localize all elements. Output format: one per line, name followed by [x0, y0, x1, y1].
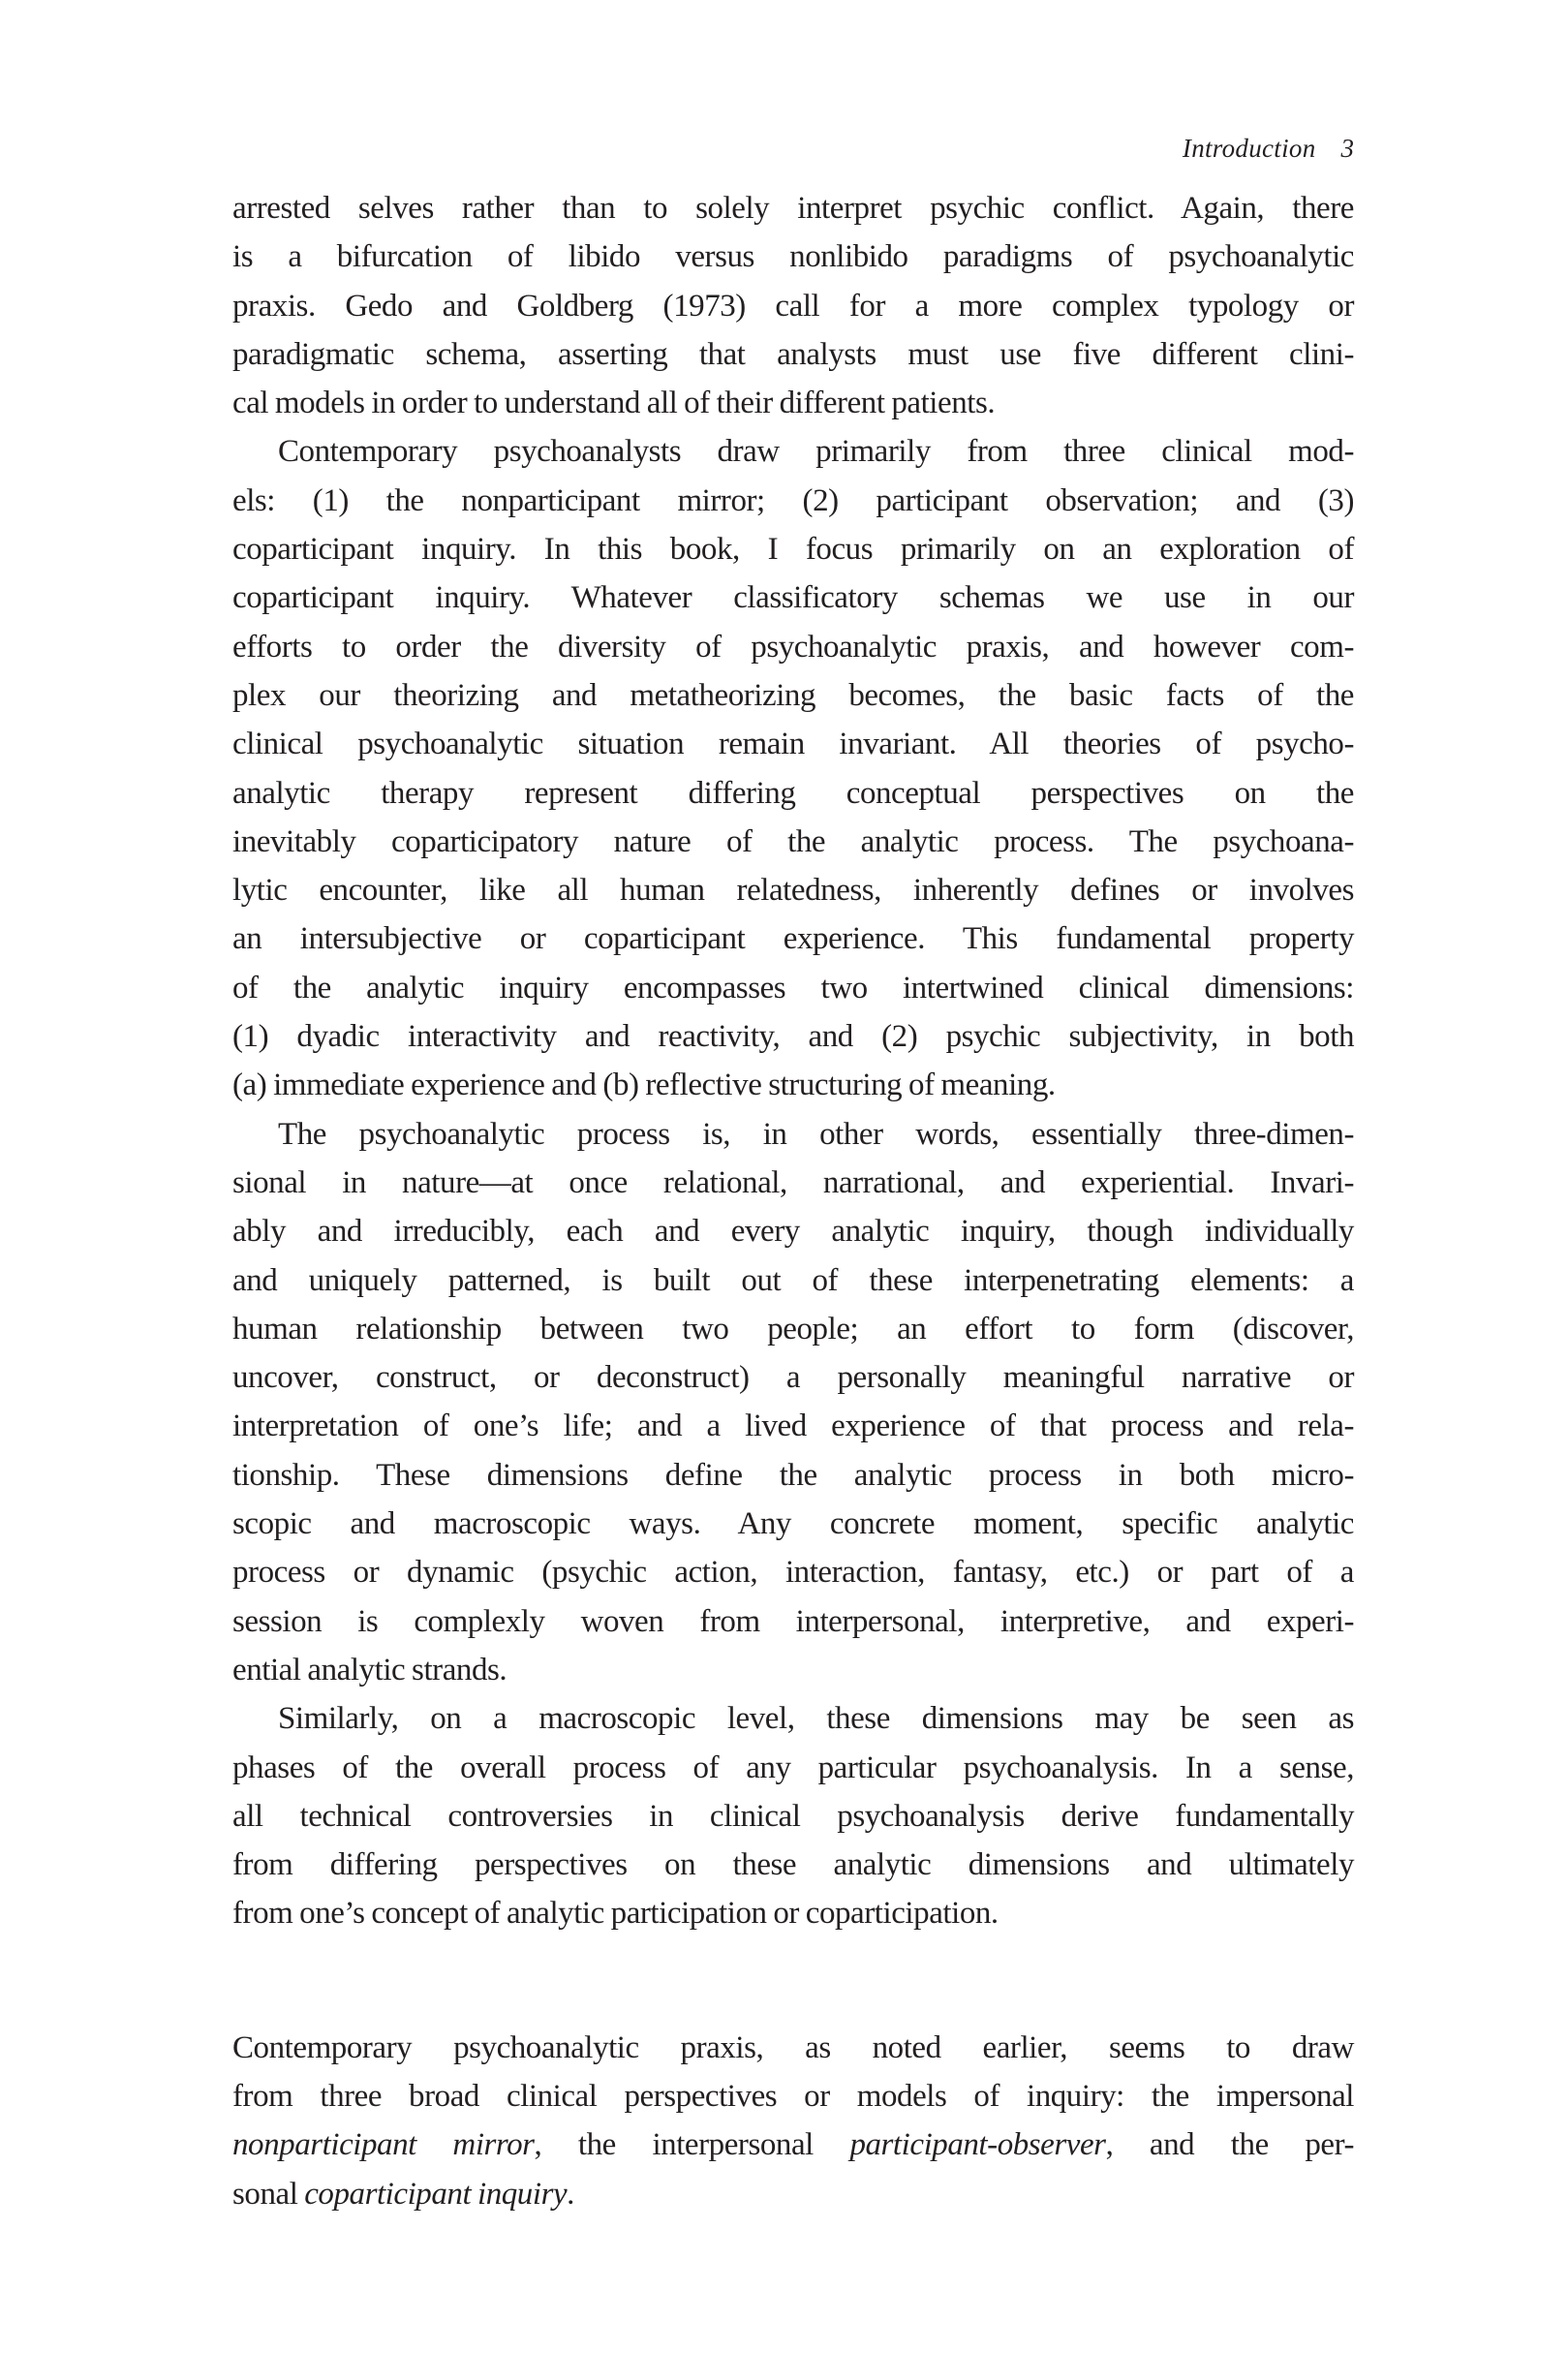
text-line: efforts to order the diversity of psychoanalytic praxis, and however com- [232, 629, 1354, 665]
text-line: uncover, construct, or deconstruct) a personally meaningful narrative or [232, 1360, 1354, 1396]
text-line: sional in nature—at once relational, narrational, and experiential. Invari- [232, 1164, 1354, 1200]
text-line: plex our theorizing and metatheorizing becomes, the basic facts of the [232, 677, 1354, 713]
text-line: Similarly, on a macroscopic level, these dimensions may be seen as [278, 1701, 1354, 1737]
text-line: coparticipant inquiry. In this book, I focus primarily on an exploration of [232, 532, 1354, 568]
paragraph-1 [232, 184, 1354, 427]
italic-term: nonparticipant mirror [232, 2127, 535, 2163]
text-line: is a bifurcation of libido versus nonlibido paradigms of psychoanalytic [232, 239, 1354, 275]
text-line: The psychoanalytic process is, in other words, essentially three-dimen- [278, 1116, 1354, 1152]
body-text [232, 184, 1354, 2218]
text-line [232, 2170, 1354, 2218]
text-line: praxis. Gedo and Goldberg (1973) call for a more complex typology or [232, 288, 1354, 324]
text-line: els: (1) the nonparticipant mirror; (2) participant observation; and (3) [232, 482, 1354, 518]
text-line: Contemporary psychoanalysts draw primarily from three clinical mod- [278, 434, 1354, 470]
paragraph-4 [232, 1694, 1354, 1937]
paragraph-3 [232, 1110, 1354, 1695]
italic-term: coparticipant inquiry [304, 2176, 568, 2212]
text-line: scopic and macroscopic ways. Any concrete moment, specific analytic [232, 1506, 1354, 1542]
text-line: paradigmatic schema, asserting that analysts must use five different clini- [232, 336, 1354, 372]
text-line: tionship. These dimensions define the analytic process in both micro- [232, 1457, 1354, 1493]
running-head [1183, 129, 1354, 168]
text-line: human relationship between two people; an effort to form (discover, [232, 1311, 1354, 1347]
text-line [232, 2121, 1354, 2169]
text-line: from differing perspectives on these analytic dimensions and ultimately [232, 1847, 1354, 1883]
text-line: and uniquely patterned, is built out of these interpenetrating elements: a [232, 1262, 1354, 1298]
text-line: clinical psychoanalytic situation remain invariant. All theories of psycho- [232, 727, 1354, 762]
italic-term: participant-observer [849, 2127, 1106, 2163]
text-line: from one’s concept of analytic participation or coparticipation. [232, 1896, 999, 1932]
text-line: Contemporary psychoanalytic praxis, as noted earlier, seems to draw [232, 2029, 1354, 2065]
paragraph-5 [232, 2024, 1354, 2218]
text-line: cal models in order to understand all of their different patients. [232, 386, 996, 421]
text-run: , and the per- [1105, 2127, 1354, 2163]
text-line: session is complexly woven from interpersonal, interpretive, and experi- [232, 1603, 1354, 1639]
text-line: coparticipant inquiry. Whatever classificatory schemas we use in our [232, 580, 1354, 616]
text-line: arrested selves rather than to solely interpret psychic conflict. Again, there [232, 191, 1354, 226]
text-line: (a) immediate experience and (b) reflective structuring of meaning. [232, 1068, 1056, 1103]
text-run: . [567, 2176, 574, 2212]
text-line: of the analytic inquiry encompasses two intertwined clinical dimensions: [232, 970, 1354, 1006]
text-line: process or dynamic (psychic action, interaction, fantasy, etc.) or part of a [232, 1555, 1354, 1591]
text-run: sonal [232, 2176, 305, 2212]
paragraph-2 [232, 427, 1354, 1109]
text-line: lytic encounter, like all human relatedness, inherently defines or involves [232, 873, 1354, 909]
text-line: all technical controversies in clinical psychoanalysis derive fundamentally [232, 1798, 1354, 1834]
section-break [232, 1938, 1354, 2024]
text-line: analytic therapy represent differing conceptual perspectives on the [232, 775, 1354, 811]
text-run: , the interpersonal [534, 2127, 850, 2163]
text-line: ably and irreducibly, each and every analytic inquiry, though individually [232, 1214, 1354, 1250]
chapter-title: Introduction [1182, 134, 1316, 163]
text-line: phases of the overall process of any particular psychoanalysis. In a sense, [232, 1749, 1354, 1785]
text-line: an intersubjective or coparticipant experience. This fundamental property [232, 921, 1354, 957]
text-line: interpretation of one’s life; and a lived experience of that process and rela- [232, 1409, 1354, 1444]
text-line: ential analytic strands. [232, 1652, 507, 1687]
page-number: 3 [1340, 134, 1354, 163]
text-line: inevitably coparticipatory nature of the analytic process. The psychoana- [232, 823, 1354, 859]
text-line: (1) dyadic interactivity and reactivity, and (2) psychic subjectivity, in both [232, 1019, 1354, 1055]
text-line: from three broad clinical perspectives or models of inquiry: the impersonal [232, 2078, 1354, 2114]
